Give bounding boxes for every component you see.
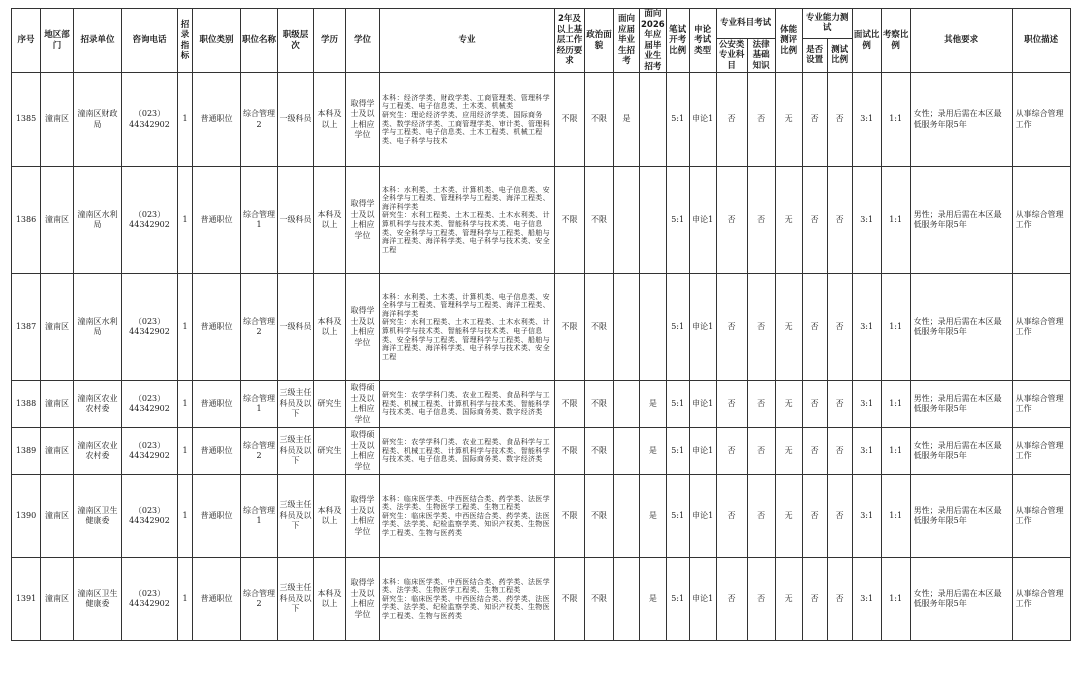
- cell-category: 普通职位: [193, 558, 241, 641]
- cell-law-basic: 否: [747, 381, 775, 428]
- cell-other-req: 男性；录用后需在本区最低服务年限5年: [910, 381, 1012, 428]
- cell-degree: 取得硕士及以上相应学位: [346, 381, 380, 428]
- cell-seq: 1386: [12, 167, 41, 274]
- cell-fitness: 无: [775, 73, 802, 167]
- cell-written-ratio: 5:1: [666, 167, 689, 274]
- cell-fitness: 无: [775, 167, 802, 274]
- header-phone: 咨询电话: [122, 9, 178, 73]
- cell-fitness: 无: [775, 475, 802, 558]
- table-row: [12, 428, 1071, 475]
- cell-position: 综合管理1: [241, 381, 278, 428]
- cell-grad-2026: 是: [640, 428, 667, 475]
- cell-ability-set: 否: [802, 558, 827, 641]
- cell-exam-ratio: 1:1: [881, 274, 910, 381]
- cell-grad-fresh: [614, 558, 640, 641]
- cell-phone: （023）44342902: [122, 167, 178, 274]
- cell-grad-fresh: [614, 475, 640, 558]
- cell-essay-type: 申论1: [689, 167, 716, 274]
- header-fitness: 体能测评比例: [775, 9, 802, 73]
- cell-seq: 1385: [12, 73, 41, 167]
- cell-major: 本科：水利类、土木类、计算机类、电子信息类、安全科学与工程类、管理科学与工程类、海洋工程类、海洋科学类 研究生：水利工程类、土木工程类、土木水利类、计算机科学与技术类、智能科学与技术类、电子信息类、安全科学与工程类、管理科学与工程类、船舶与海洋工程类、海洋科学类、电子科学与技术类、安全工程: [380, 274, 555, 381]
- cell-quota: 1: [178, 274, 193, 381]
- cell-description: 从事综合管理工作: [1012, 558, 1070, 641]
- cell-grassroots: 不限: [555, 428, 585, 475]
- header-other-req: 其他要求: [910, 9, 1012, 73]
- header-grassroots: 2年及以上基层工作经历要求: [555, 9, 585, 73]
- cell-ability-ratio: 否: [827, 73, 852, 167]
- cell-written-ratio: 5:1: [666, 428, 689, 475]
- cell-category: 普通职位: [193, 73, 241, 167]
- cell-ability-ratio: 否: [827, 167, 852, 274]
- cell-essay-type: 申论1: [689, 73, 716, 167]
- cell-unit: 潼南区水利局: [74, 167, 122, 274]
- cell-essay-type: 申论1: [689, 381, 716, 428]
- cell-police-subject: 否: [716, 558, 747, 641]
- cell-phone: （023）44342902: [122, 73, 178, 167]
- header-quota: 招录指标: [178, 9, 193, 73]
- cell-quota: 1: [178, 475, 193, 558]
- cell-quota: 1: [178, 73, 193, 167]
- cell-grassroots: 不限: [555, 274, 585, 381]
- cell-police-subject: 否: [716, 73, 747, 167]
- cell-category: 普通职位: [193, 428, 241, 475]
- cell-unit: 潼南区卫生健康委: [74, 558, 122, 641]
- cell-political: 不限: [585, 167, 614, 274]
- recruitment-table: [11, 8, 1071, 641]
- cell-category: 普通职位: [193, 475, 241, 558]
- cell-major: 研究生：农学学科门类、农业工程类、食品科学与工程类、机械工程类、计算机科学与技术类、智能科学与技术类、电子信息类、国际商务类、数字经济类: [380, 381, 555, 428]
- cell-ability-set: 否: [802, 73, 827, 167]
- cell-quota: 1: [178, 381, 193, 428]
- cell-position: 综合管理2: [241, 73, 278, 167]
- cell-interview-ratio: 3:1: [852, 381, 881, 428]
- cell-political: 不限: [585, 73, 614, 167]
- cell-degree: 取得学士及以上相应学位: [346, 274, 380, 381]
- header-ability-ratio: 测试比例: [827, 38, 852, 72]
- cell-law-basic: 否: [747, 558, 775, 641]
- cell-education: 本科及以上: [314, 167, 346, 274]
- cell-level: 一级科员: [278, 167, 314, 274]
- cell-degree: 取得学士及以上相应学位: [346, 167, 380, 274]
- cell-grad-fresh: [614, 167, 640, 274]
- cell-ability-ratio: 否: [827, 558, 852, 641]
- cell-police-subject: 否: [716, 381, 747, 428]
- cell-police-subject: 否: [716, 428, 747, 475]
- cell-written-ratio: 5:1: [666, 558, 689, 641]
- table-row: [12, 381, 1071, 428]
- cell-grassroots: 不限: [555, 381, 585, 428]
- header-ability-group: 专业能力测试: [802, 9, 852, 39]
- cell-interview-ratio: 3:1: [852, 428, 881, 475]
- cell-position: 综合管理2: [241, 428, 278, 475]
- cell-essay-type: 申论1: [689, 558, 716, 641]
- cell-exam-ratio: 1:1: [881, 428, 910, 475]
- cell-other-req: 女性；录用后需在本区最低服务年限5年: [910, 73, 1012, 167]
- header-written-ratio: 笔试开考比例: [666, 9, 689, 73]
- cell-essay-type: 申论1: [689, 428, 716, 475]
- cell-grassroots: 不限: [555, 558, 585, 641]
- header-subject-group: 专业科目考试: [716, 9, 775, 39]
- cell-written-ratio: 5:1: [666, 475, 689, 558]
- cell-ability-set: 否: [802, 274, 827, 381]
- cell-description: 从事综合管理工作: [1012, 381, 1070, 428]
- cell-law-basic: 否: [747, 274, 775, 381]
- cell-degree: 取得学士及以上相应学位: [346, 558, 380, 641]
- cell-interview-ratio: 3:1: [852, 167, 881, 274]
- cell-phone: （023）44342902: [122, 381, 178, 428]
- cell-exam-ratio: 1:1: [881, 381, 910, 428]
- cell-seq: 1387: [12, 274, 41, 381]
- cell-grassroots: 不限: [555, 475, 585, 558]
- cell-written-ratio: 5:1: [666, 274, 689, 381]
- cell-unit: 潼南区农业农村委: [74, 428, 122, 475]
- cell-ability-set: 否: [802, 428, 827, 475]
- header-description: 职位描述: [1012, 9, 1070, 73]
- cell-other-req: 女性；录用后需在本区最低服务年限5年: [910, 558, 1012, 641]
- cell-district: 潼南区: [41, 475, 74, 558]
- cell-other-req: 女性；录用后需在本区最低服务年限5年: [910, 274, 1012, 381]
- cell-grad-2026: [640, 167, 667, 274]
- cell-exam-ratio: 1:1: [881, 167, 910, 274]
- cell-phone: （023）44342902: [122, 428, 178, 475]
- cell-ability-set: 否: [802, 167, 827, 274]
- cell-police-subject: 否: [716, 167, 747, 274]
- cell-grassroots: 不限: [555, 73, 585, 167]
- cell-level: 一级科员: [278, 73, 314, 167]
- cell-grad-2026: [640, 73, 667, 167]
- cell-quota: 1: [178, 428, 193, 475]
- cell-fitness: 无: [775, 274, 802, 381]
- cell-grassroots: 不限: [555, 167, 585, 274]
- cell-unit: 潼南区卫生健康委: [74, 475, 122, 558]
- cell-district: 潼南区: [41, 167, 74, 274]
- cell-education: 本科及以上: [314, 475, 346, 558]
- cell-ability-ratio: 否: [827, 274, 852, 381]
- table-header: [12, 9, 1071, 73]
- header-district: 地区部门: [41, 9, 74, 73]
- cell-written-ratio: 5:1: [666, 381, 689, 428]
- cell-phone: （023）44342902: [122, 558, 178, 641]
- cell-category: 普通职位: [193, 381, 241, 428]
- cell-education: 本科及以上: [314, 73, 346, 167]
- cell-written-ratio: 5:1: [666, 73, 689, 167]
- cell-exam-ratio: 1:1: [881, 475, 910, 558]
- header-row-1: [12, 9, 1071, 39]
- cell-other-req: 男性；录用后需在本区最低服务年限5年: [910, 167, 1012, 274]
- cell-quota: 1: [178, 167, 193, 274]
- cell-essay-type: 申论1: [689, 475, 716, 558]
- header-exam-ratio: 考察比例: [881, 9, 910, 73]
- cell-essay-type: 申论1: [689, 274, 716, 381]
- header-level: 职级层次: [278, 9, 314, 73]
- cell-fitness: 无: [775, 558, 802, 641]
- cell-degree: 取得学士及以上相应学位: [346, 73, 380, 167]
- cell-grad-fresh: [614, 381, 640, 428]
- cell-level: 三级主任科员及以下: [278, 558, 314, 641]
- cell-major: 本科：临床医学类、中西医结合类、药学类、法医学类、法学类、生物医学工程类、生物工程类 研究生：临床医学类、中西医结合类、药学类、法医学类、法学类、纪检监察学类、知识产权类、生物医学工程类、生物与医药类: [380, 475, 555, 558]
- cell-unit: 潼南区财政局: [74, 73, 122, 167]
- cell-major: 研究生：农学学科门类、农业工程类、食品科学与工程类、机械工程类、计算机科学与技术类、智能科学与技术类、电子信息类、国际商务类、数字经济类: [380, 428, 555, 475]
- table-row: [12, 73, 1071, 167]
- cell-grad-2026: 是: [640, 475, 667, 558]
- cell-ability-ratio: 否: [827, 381, 852, 428]
- cell-description: 从事综合管理工作: [1012, 167, 1070, 274]
- header-police-subject: 公安类专业科目: [716, 38, 747, 72]
- cell-fitness: 无: [775, 381, 802, 428]
- cell-police-subject: 否: [716, 475, 747, 558]
- cell-exam-ratio: 1:1: [881, 73, 910, 167]
- cell-law-basic: 否: [747, 428, 775, 475]
- cell-police-subject: 否: [716, 274, 747, 381]
- cell-seq: 1390: [12, 475, 41, 558]
- cell-level: 一级科员: [278, 274, 314, 381]
- cell-political: 不限: [585, 475, 614, 558]
- header-degree: 学位: [346, 9, 380, 73]
- cell-grad-fresh: 是: [614, 73, 640, 167]
- cell-description: 从事综合管理工作: [1012, 274, 1070, 381]
- cell-district: 潼南区: [41, 274, 74, 381]
- cell-description: 从事综合管理工作: [1012, 475, 1070, 558]
- header-education: 学历: [314, 9, 346, 73]
- header-grad-2026: 面向2026年应届毕业生招考: [641, 9, 665, 72]
- header-ability-set: 是否设置: [802, 38, 827, 72]
- cell-ability-ratio: 否: [827, 428, 852, 475]
- header-position: 职位名称: [241, 9, 278, 73]
- cell-seq: 1389: [12, 428, 41, 475]
- header-interview-ratio: 面试比例: [852, 9, 881, 73]
- cell-major: 本科：经济学类、财政学类、工商管理类、管理科学与工程类、电子信息类、土木类、机械类 研究生：理论经济学类、应用经济学类、国际商务类、数学经济学类、工商管理学类、审计类、管理科学与工程类、电子信息类、土木工程类、机械工程类、电子科学与技术: [380, 73, 555, 167]
- cell-political: 不限: [585, 381, 614, 428]
- cell-grad-2026: [640, 274, 667, 381]
- cell-level: 三级主任科员及以下: [278, 428, 314, 475]
- table-body: [12, 73, 1071, 641]
- cell-law-basic: 否: [747, 475, 775, 558]
- cell-interview-ratio: 3:1: [852, 274, 881, 381]
- cell-major: 本科：临床医学类、中西医结合类、药学类、法医学类、法学类、生物医学工程类、生物工程类 研究生：临床医学类、中西医结合类、药学类、法医学类、法学类、纪检监察学类、知识产权类、生物医学工程类、生物与医药类: [380, 558, 555, 641]
- cell-grad-fresh: [614, 428, 640, 475]
- cell-level: 三级主任科员及以下: [278, 475, 314, 558]
- header-major: 专业: [380, 9, 555, 73]
- cell-other-req: 女性；录用后需在本区最低服务年限5年: [910, 428, 1012, 475]
- cell-degree: 取得学士及以上相应学位: [346, 475, 380, 558]
- cell-law-basic: 否: [747, 73, 775, 167]
- cell-ability-ratio: 否: [827, 475, 852, 558]
- cell-education: 研究生: [314, 381, 346, 428]
- cell-unit: 潼南区农业农村委: [74, 381, 122, 428]
- header-grad-fresh: 面向应届毕业生招考: [614, 9, 640, 73]
- cell-position: 综合管理2: [241, 274, 278, 381]
- header-essay-type: 申论考试类型: [689, 9, 716, 73]
- cell-description: 从事综合管理工作: [1012, 73, 1070, 167]
- header-law-basic: 法律基础知识: [747, 38, 775, 72]
- cell-position: 综合管理2: [241, 558, 278, 641]
- cell-law-basic: 否: [747, 167, 775, 274]
- header-category: 职位类别: [193, 9, 241, 73]
- cell-district: 潼南区: [41, 73, 74, 167]
- cell-unit: 潼南区水利局: [74, 274, 122, 381]
- cell-grad-fresh: [614, 274, 640, 381]
- cell-interview-ratio: 3:1: [852, 558, 881, 641]
- cell-phone: （023）44342902: [122, 475, 178, 558]
- header-seq: 序号: [12, 9, 41, 73]
- cell-interview-ratio: 3:1: [852, 73, 881, 167]
- cell-political: 不限: [585, 428, 614, 475]
- cell-seq: 1391: [12, 558, 41, 641]
- cell-education: 本科及以上: [314, 274, 346, 381]
- table-row: [12, 475, 1071, 558]
- cell-fitness: 无: [775, 428, 802, 475]
- cell-phone: （023）44342902: [122, 274, 178, 381]
- cell-category: 普通职位: [193, 274, 241, 381]
- cell-seq: 1388: [12, 381, 41, 428]
- cell-description: 从事综合管理工作: [1012, 428, 1070, 475]
- cell-degree: 取得硕士及以上相应学位: [346, 428, 380, 475]
- table-row: [12, 167, 1071, 274]
- header-political: 政治面貌: [585, 9, 614, 73]
- cell-ability-set: 否: [802, 475, 827, 558]
- table-row: [12, 274, 1071, 381]
- cell-district: 潼南区: [41, 428, 74, 475]
- cell-political: 不限: [585, 274, 614, 381]
- cell-major: 本科：水利类、土木类、计算机类、电子信息类、安全科学与工程类、管理科学与工程类、海洋工程类、海洋科学类 研究生：水利工程类、土木工程类、土木水利类、计算机科学与技术类、智能科学与技术类、电子信息类、安全科学与工程类、管理科学与工程类、船舶与海洋工程类、海洋科学类、电子科学与技术类、安全工程: [380, 167, 555, 274]
- cell-position: 综合管理1: [241, 475, 278, 558]
- cell-other-req: 男性；录用后需在本区最低服务年限5年: [910, 475, 1012, 558]
- cell-grad-2026: 是: [640, 558, 667, 641]
- cell-position: 综合管理1: [241, 167, 278, 274]
- cell-district: 潼南区: [41, 558, 74, 641]
- cell-quota: 1: [178, 558, 193, 641]
- header-unit: 招录单位: [74, 9, 122, 73]
- cell-level: 三级主任科员及以下: [278, 381, 314, 428]
- cell-grad-2026: 是: [640, 381, 667, 428]
- cell-ability-set: 否: [802, 381, 827, 428]
- table-row: [12, 558, 1071, 641]
- cell-category: 普通职位: [193, 167, 241, 274]
- cell-district: 潼南区: [41, 381, 74, 428]
- cell-interview-ratio: 3:1: [852, 475, 881, 558]
- cell-education: 本科及以上: [314, 558, 346, 641]
- cell-political: 不限: [585, 558, 614, 641]
- cell-education: 研究生: [314, 428, 346, 475]
- cell-exam-ratio: 1:1: [881, 558, 910, 641]
